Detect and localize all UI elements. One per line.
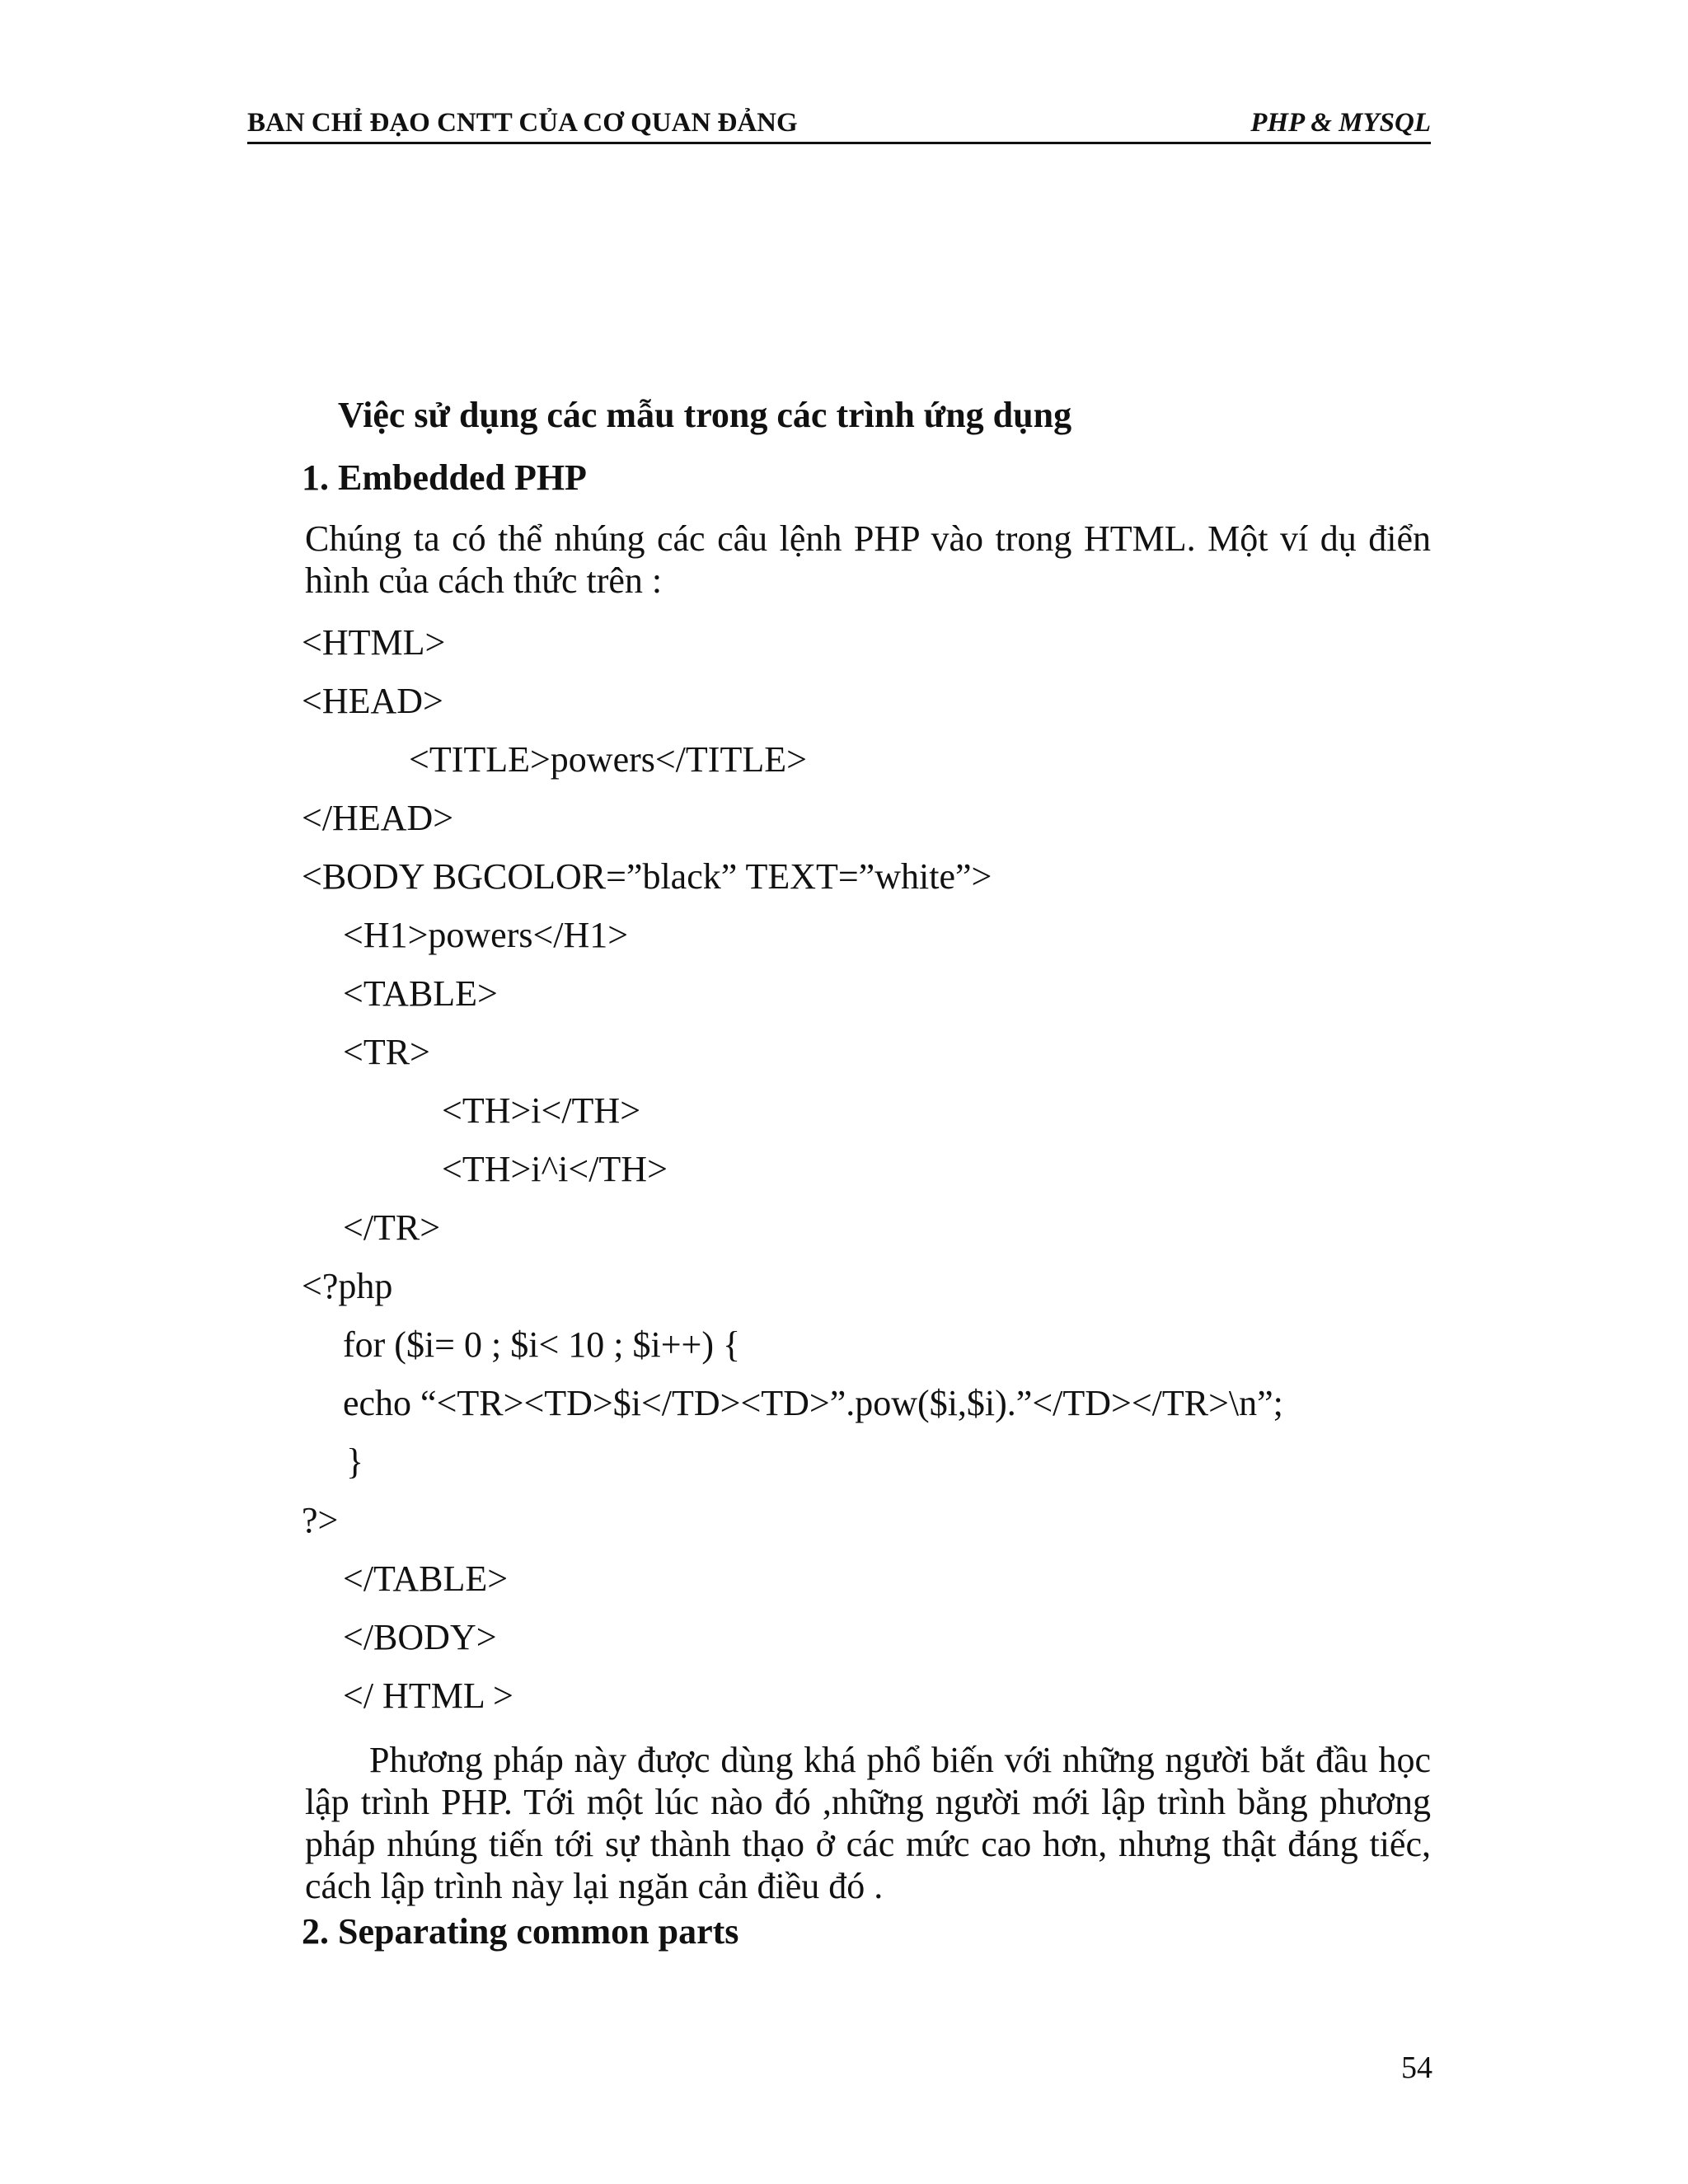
- code-line: for ($i= 0 ; $i< 10 ; $i++) {: [343, 1324, 741, 1365]
- header-right-title: PHP & MYSQL: [1250, 108, 1431, 138]
- section-title: Việc sử dụng các mẫu trong các trình ứng dụng: [338, 395, 1072, 435]
- code-line: <TR>: [343, 1032, 430, 1072]
- code-line: </ HTML >: [343, 1675, 513, 1716]
- heading-separating-common-parts: 2. Separating common parts: [302, 1911, 739, 1952]
- code-line: <HTML>: [302, 622, 446, 663]
- code-line: <TH>i^i</TH>: [442, 1149, 668, 1189]
- code-line: echo “<TR><TD>$i</TD><TD>”.pow($i,$i).”</TD></TR>\n”;: [343, 1383, 1283, 1423]
- code-line: <HEAD>: [302, 681, 443, 721]
- code-line: <H1>powers</H1>: [343, 915, 629, 955]
- code-line: }: [346, 1441, 364, 1482]
- code-line: <BODY BGCOLOR=”black” TEXT=”white”>: [302, 856, 992, 897]
- code-line: </TABLE>: [343, 1558, 509, 1599]
- code-line: <TABLE>: [343, 973, 498, 1014]
- running-header: [247, 104, 1431, 144]
- header-left-title: BAN CHỈ ĐẠO CNTT CỦA CƠ QUAN ĐẢNG: [247, 108, 798, 138]
- page-number: 54: [1401, 2050, 1432, 2085]
- code-line: <TH>i</TH>: [442, 1090, 641, 1131]
- code-line: <?php: [302, 1266, 393, 1306]
- code-line: </HEAD>: [302, 798, 454, 838]
- closing-paragraph: Phương pháp này được dùng khá phổ biến với những người bắt đầu học lập trình PHP. Tới một lúc nào đó ,những người mới lập trình bằng phương pháp nhúng tiến tới sự thành thạo ở các mức cao hơn, nhưng thật đáng tiếc, cách lập trình này lại ngăn cản điều đó .: [305, 1740, 1431, 1906]
- code-line: ?>: [302, 1500, 339, 1540]
- code-line: </BODY>: [343, 1617, 497, 1657]
- intro-paragraph: Chúng ta có thể nhúng các câu lệnh PHP vào trong HTML. Một ví dụ điển hình của cách thức trên :: [305, 518, 1431, 601]
- code-line: </TR>: [343, 1207, 441, 1248]
- code-line: <TITLE>powers</TITLE>: [409, 739, 807, 780]
- heading-embedded-php: 1. Embedded PHP: [302, 457, 587, 498]
